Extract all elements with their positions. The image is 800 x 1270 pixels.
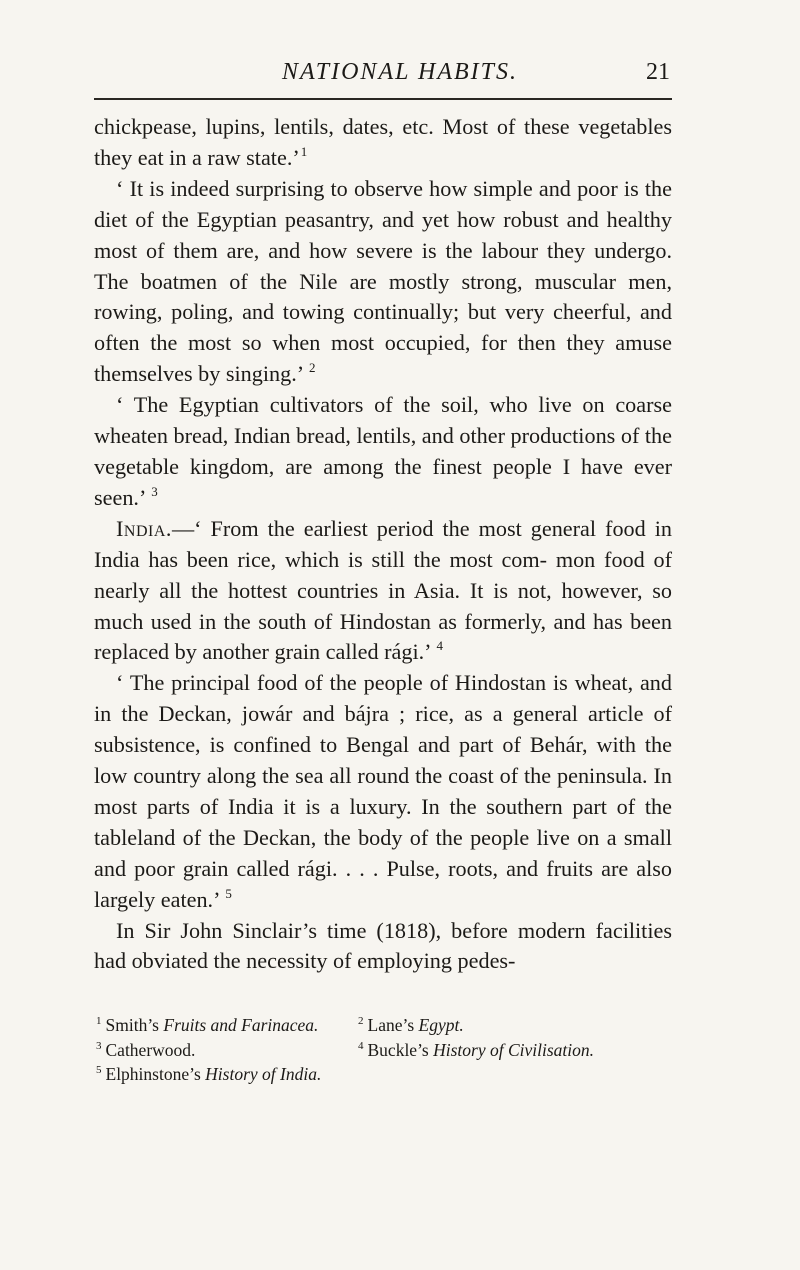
paragraph-5 [94, 668, 672, 915]
footnote-author: Lane’s [367, 1015, 419, 1035]
page-number: 21 [646, 59, 670, 85]
footnote-1 [94, 1015, 318, 1035]
section-lead-india: India. [116, 515, 172, 541]
paragraph-2-text: ‘ It is indeed surprising to observe how simple and poor is the diet of the Egyptian peasantry, and yet how robust and healthy most of them are, and how severe is the labour they undergo. The boatmen of the Nile are mostly strong, muscular men, rowing, poling, and towing continually; but very cheerful, and often the most so when most occupied, for then they amuse themselves by singing.’ [94, 175, 672, 387]
footnote-4 [356, 1038, 594, 1063]
footnote-title: Egypt. [418, 1015, 464, 1035]
paragraph-6-text: In Sir John Sinclair’s time (1818), before modern facilities had obviated the necessity of employing pedes- [94, 917, 672, 974]
footnote-author: Catherwood. [105, 1039, 196, 1060]
running-head [0, 56, 800, 92]
footnote-5 [94, 1064, 321, 1084]
footnote-author: Smith’s [105, 1015, 164, 1035]
footnote-title: Fruits and Farinacea. [163, 1015, 319, 1035]
paragraph-4-text: —‘ From the earliest period the most general food in India has been rice, which is still the most com- mon food of nearly all the hottest countries in Asia. It is not, however, so much used in the south of Hindostan as formerly, and has been replaced by another grain called rági.’ [94, 515, 672, 665]
footnote-ref-5: 5 [225, 885, 232, 901]
footnote-ref-3: 3 [151, 483, 158, 499]
footnote-author: Elphinstone’s [105, 1064, 206, 1084]
paragraph-1 [94, 112, 672, 174]
paragraph-6 [94, 916, 672, 978]
footnote-2 [356, 1013, 464, 1038]
running-title: NATIONAL HABITS. [281, 59, 519, 85]
footnote-3 [94, 1040, 195, 1060]
footnote-ref-2: 2 [309, 360, 316, 376]
footnote-title: History of India. [205, 1064, 322, 1084]
paragraph-5-text: ‘ The principal food of the people of Hindostan is wheat, and in the Deckan, jowár and bájra ; rice, as a general article of subsistence, is confined to Bengal and part of Behár, with the low country along the sea all round the coast of the peninsula. In most parts of India it is a luxury. In the southern part of the tableland of the Deckan, the body of the people live on a small and poor grain called rági. . . . Pulse, roots, and fruits are also largely eaten.’ [94, 670, 672, 912]
footnote-number: 3 [96, 1039, 102, 1052]
footnote-title: History of Civilisation. [433, 1039, 595, 1060]
footnote-number: 5 [96, 1064, 102, 1076]
footnote-author: Buckle’s [367, 1039, 434, 1060]
footnote-row [94, 1038, 694, 1063]
footnote-number: 1 [96, 1015, 102, 1027]
paragraph-2 [94, 174, 672, 390]
footnote-number: 4 [358, 1039, 364, 1052]
footnotes [94, 1013, 694, 1087]
paragraph-3 [94, 390, 672, 514]
footnote-row [94, 1062, 694, 1087]
header-rule [94, 98, 672, 100]
paragraph-4 [94, 514, 672, 669]
footnote-row [94, 1013, 694, 1038]
footnote-ref-4: 4 [436, 638, 443, 654]
body-text [94, 112, 672, 977]
paragraph-1-text: chickpease, lupins, lentils, dates, etc. Most of these vegetables they eat in a raw state.’ [94, 114, 672, 170]
footnote-ref-1: 1 [300, 143, 308, 159]
footnote-number: 2 [358, 1015, 364, 1027]
paragraph-3-text: ‘ The Egyptian cultivators of the soil, who live on coarse wheaten bread, Indian bread, lentils, and other productions of the vegetable kingdom, are among the finest people I have ever seen.’ [94, 392, 672, 510]
